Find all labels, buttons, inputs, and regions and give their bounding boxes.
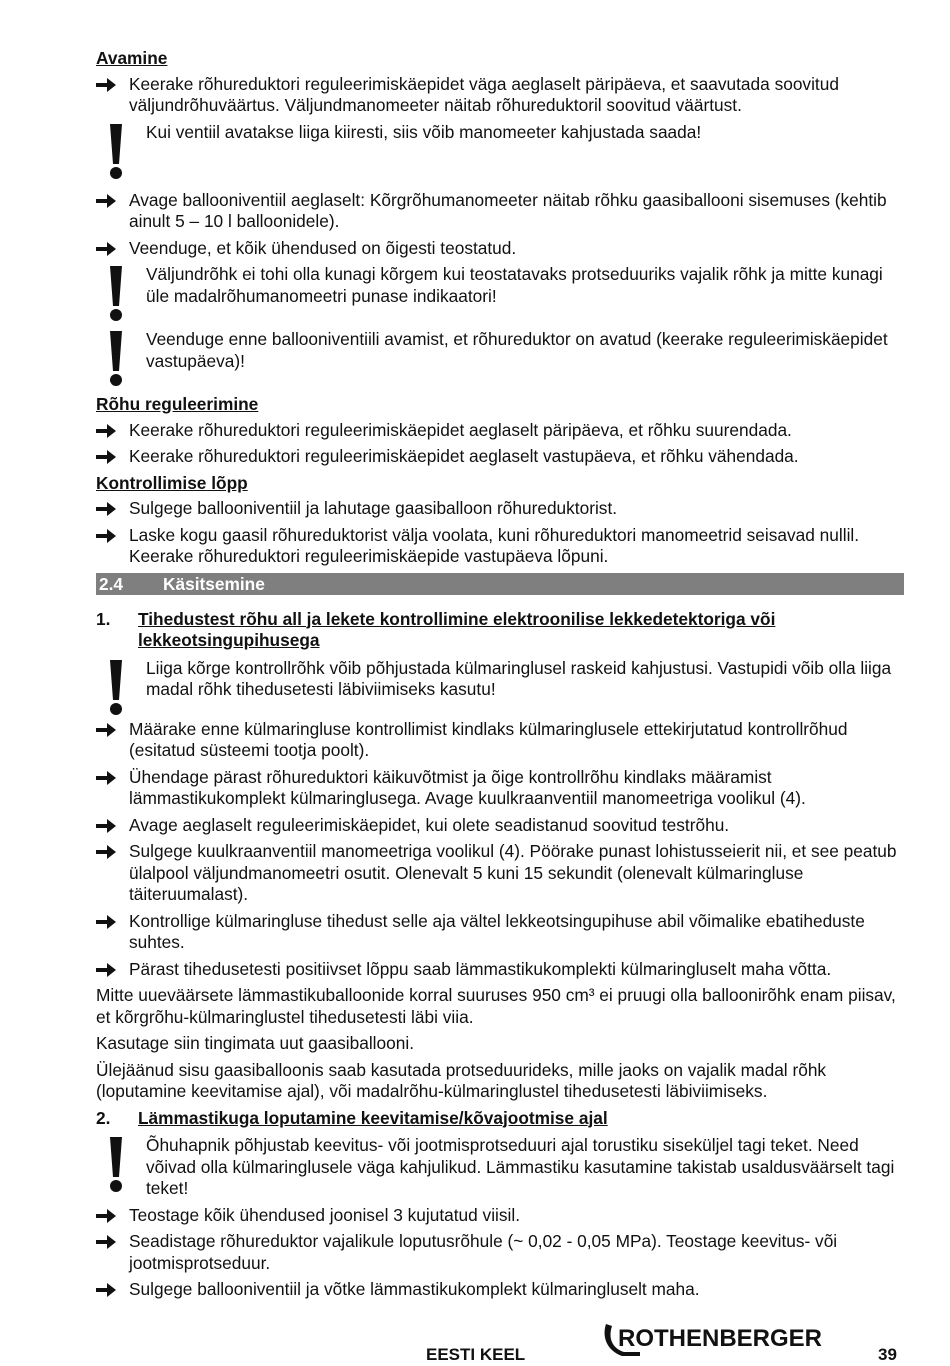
- warning-note: [96, 122, 904, 178]
- arrow-right-icon: [96, 845, 116, 859]
- arrow-right-icon: [96, 529, 116, 543]
- arrow-right-icon: [96, 78, 116, 92]
- arrow-right-icon: [96, 819, 116, 833]
- arrow-right-icon: [96, 963, 116, 977]
- rothenberger-logo: [600, 1322, 850, 1360]
- item-title: Tihedustest rõhu all ja lekete kontrollimine elektroonilise lekkedetektoriga või lekkeotsingupihusega: [138, 608, 776, 650]
- list-item: [96, 190, 904, 233]
- section-number: 2.4: [99, 573, 124, 594]
- bullet-text: Avage ballooniventiil aeglaselt: Kõrgrõhumanomeeter näitab rõhku gaasiballooni sisemuses (kehtib ainult 5 – 10 l balloonidele).: [129, 189, 887, 231]
- list-item: [96, 1205, 904, 1227]
- list-item: [96, 446, 904, 468]
- bullet-text: Teostage kõik ühendused joonisel 3 kujutatud viisil.: [129, 1204, 520, 1225]
- list-item: [96, 1231, 904, 1274]
- arrow-right-icon: [96, 771, 116, 785]
- exclamation-icon: [108, 660, 124, 716]
- paragraph: Kasutage siin tingimata uut gaasiballooni.: [96, 1033, 414, 1053]
- list-item: [96, 911, 904, 954]
- numbered-heading: [96, 1108, 904, 1130]
- item-title: Lämmastikuga loputamine keevitamise/kõvajootmise ajal: [138, 1107, 608, 1128]
- section-header-bar: [96, 573, 904, 595]
- section-title: Käsitsemine: [163, 573, 265, 594]
- footer-language: EESTI KEEL: [426, 1345, 526, 1364]
- list-item: [96, 74, 904, 117]
- bullet-text: Kontrollige külmaringluse tihedust selle aja vältel lekkeotsingupihuse abil võimalike ebatiheduste suhtes.: [129, 910, 865, 952]
- arrow-right-icon: [96, 1283, 116, 1297]
- warning-note: [96, 264, 904, 324]
- warning-text: Väljundrõhk ei tohi olla kunagi kõrgem kui teostatavaks protseduuriks vajalik rõhk ja mitte kunagi üle madalrõhumanomeetri punase indikaatori!: [146, 264, 883, 306]
- arrow-right-icon: [96, 723, 116, 737]
- list-item: [96, 815, 904, 837]
- bullet-text: Avage aeglaselt reguleerimiskäepidet, kui olete seadistanud soovitud testrõhu.: [129, 814, 730, 835]
- warning-text: Liiga kõrge kontrollrõhk võib põhjustada külmaringlusel raskeid kahjustusi. Vastupidi võib olla liiga madal rõhk tihedusetesti läbiviimiseks kasutu!: [146, 657, 892, 699]
- bullet-text: Seadistage rõhureduktor vajalikule loputusrõhule (~ 0,02 - 0,05 MPa). Teostage keevitus- või jootmisprotseduur.: [129, 1231, 838, 1273]
- heading-rohu-reguleerimine: Rõhu reguleerimine: [96, 394, 259, 414]
- exclamation-icon: [108, 266, 124, 322]
- arrow-right-icon: [96, 242, 116, 256]
- list-item: [96, 498, 904, 520]
- bullet-text: Keerake rõhureduktori reguleerimiskäepidet väga aeglaselt päripäeva, et saavutada soovitud väljundrõhuväärtus. Väljundmanomeeter näitab rõhureduktoril soovitud väärtust.: [129, 73, 839, 115]
- list-item: [96, 719, 904, 762]
- exclamation-icon: [108, 124, 124, 180]
- warning-note: [96, 658, 904, 714]
- exclamation-icon: [108, 1137, 124, 1193]
- warning-note: [96, 329, 904, 389]
- bullet-text: Keerake rõhureduktori reguleerimiskäepidet aeglaselt vastupäeva, et rõhku vähendada.: [129, 446, 799, 466]
- arrow-right-icon: [96, 450, 116, 464]
- bullet-text: Veenduge, et kõik ühendused on õigesti teostatud.: [129, 237, 517, 258]
- arrow-right-icon: [96, 1209, 116, 1223]
- list-item: [96, 1279, 904, 1301]
- exclamation-icon: [108, 331, 124, 387]
- warning-text: Õhuhapnik põhjustab keevitus- või jootmisprotseduuri ajal torustiku siseküljel tagi teket. Need võivad olla külmaringlusele väga kahjulikud. Lämmastiku kasutamine takistab usaldusväärselt tagi teket!: [146, 1135, 895, 1198]
- list-item: [96, 959, 904, 981]
- bullet-text: Pärast tihedusetesti positiivset lõppu saab lämmastikukomplekti külmaringluselt maha võtta.: [129, 958, 832, 979]
- arrow-right-icon: [96, 424, 116, 438]
- item-number: 2.: [96, 1107, 111, 1128]
- list-item: [96, 841, 904, 906]
- arrow-right-icon: [96, 502, 116, 516]
- bullet-text: Ühendage pärast rõhureduktori käikuvõtmist ja õige kontrollrõhu kindlaks määramist lämmastikukomplekt külmaringlusega. Avage kuulkraanventiil manomeetriga voolikul (4).: [129, 766, 806, 808]
- bullet-text: Sulgege ballooniventiil ja võtke lämmastikukomplekt külmaringluselt maha.: [129, 1279, 700, 1299]
- item-number: 1.: [96, 608, 111, 629]
- list-item: [96, 525, 904, 568]
- heading-kontrollimise-lopp: Kontrollimise lõpp: [96, 472, 248, 493]
- warning-text: Kui ventiil avatakse liiga kiiresti, siis võib manomeeter kahjustada saada!: [146, 121, 702, 142]
- warning-note: [96, 1135, 904, 1200]
- arrow-right-icon: [96, 194, 116, 208]
- page-number: 39: [878, 1345, 897, 1364]
- bullet-text: Sulgege ballooniventiil ja lahutage gaasiballoon rõhureduktorist.: [129, 498, 618, 518]
- logo-wordmark: ROTHENBERGER: [618, 1325, 823, 1352]
- paragraph: Mitte uueväärsete lämmastikuballoonide korral suuruses 950 cm³ ei pruugi olla balloonirõhk enam piisav, et kõrgrõhu-külmaringlustel tihedusetesti läbi viia.: [96, 985, 896, 1027]
- numbered-heading: [96, 609, 904, 652]
- page-content: [96, 48, 904, 1306]
- list-item: [96, 420, 904, 442]
- arrow-right-icon: [96, 915, 116, 929]
- warning-text: Veenduge enne ballooniventiili avamist, et rõhureduktor on avatud (keerake reguleerimiskäepidet vastupäeva)!: [146, 329, 888, 371]
- paragraph: Ülejäänud sisu gaasiballoonis saab kasutada protseduurideks, mille jaoks on vajalik madal rõhk (loputamine keevitamise ajal), või madalrõhu-külmaringlustel tihedusetesti läbiviimiseks.: [96, 1059, 827, 1101]
- heading-avamine: Avamine: [96, 48, 168, 68]
- arrow-right-icon: [96, 1235, 116, 1249]
- bullet-text: Keerake rõhureduktori reguleerimiskäepidet aeglaselt päripäeva, et rõhku suurendada.: [129, 419, 792, 440]
- bullet-text: Laske kogu gaasil rõhureduktorist välja voolata, kuni rõhureduktori manomeetrid seisavad nullil. Keerake rõhureduktori reguleerimiskäepide vastupäeva lõpuni.: [129, 524, 860, 566]
- list-item: [96, 767, 904, 810]
- list-item: [96, 238, 904, 260]
- bullet-text: Määrake enne külmaringluse kontrollimist kindlaks külmaringlusele ettekirjutatud kontrollrõhud (esitatud süsteemi tootja poolt).: [129, 718, 848, 760]
- bullet-text: Sulgege kuulkraanventiil manomeetriga voolikul (4). Pöörake punast lohistusseierit nii, et see peatub ülalpool väljundmanomeetri osutit. Olenevalt 5 kuni 15 sekundit (olenevalt külmaringluse täiteruumalast).: [129, 841, 897, 904]
